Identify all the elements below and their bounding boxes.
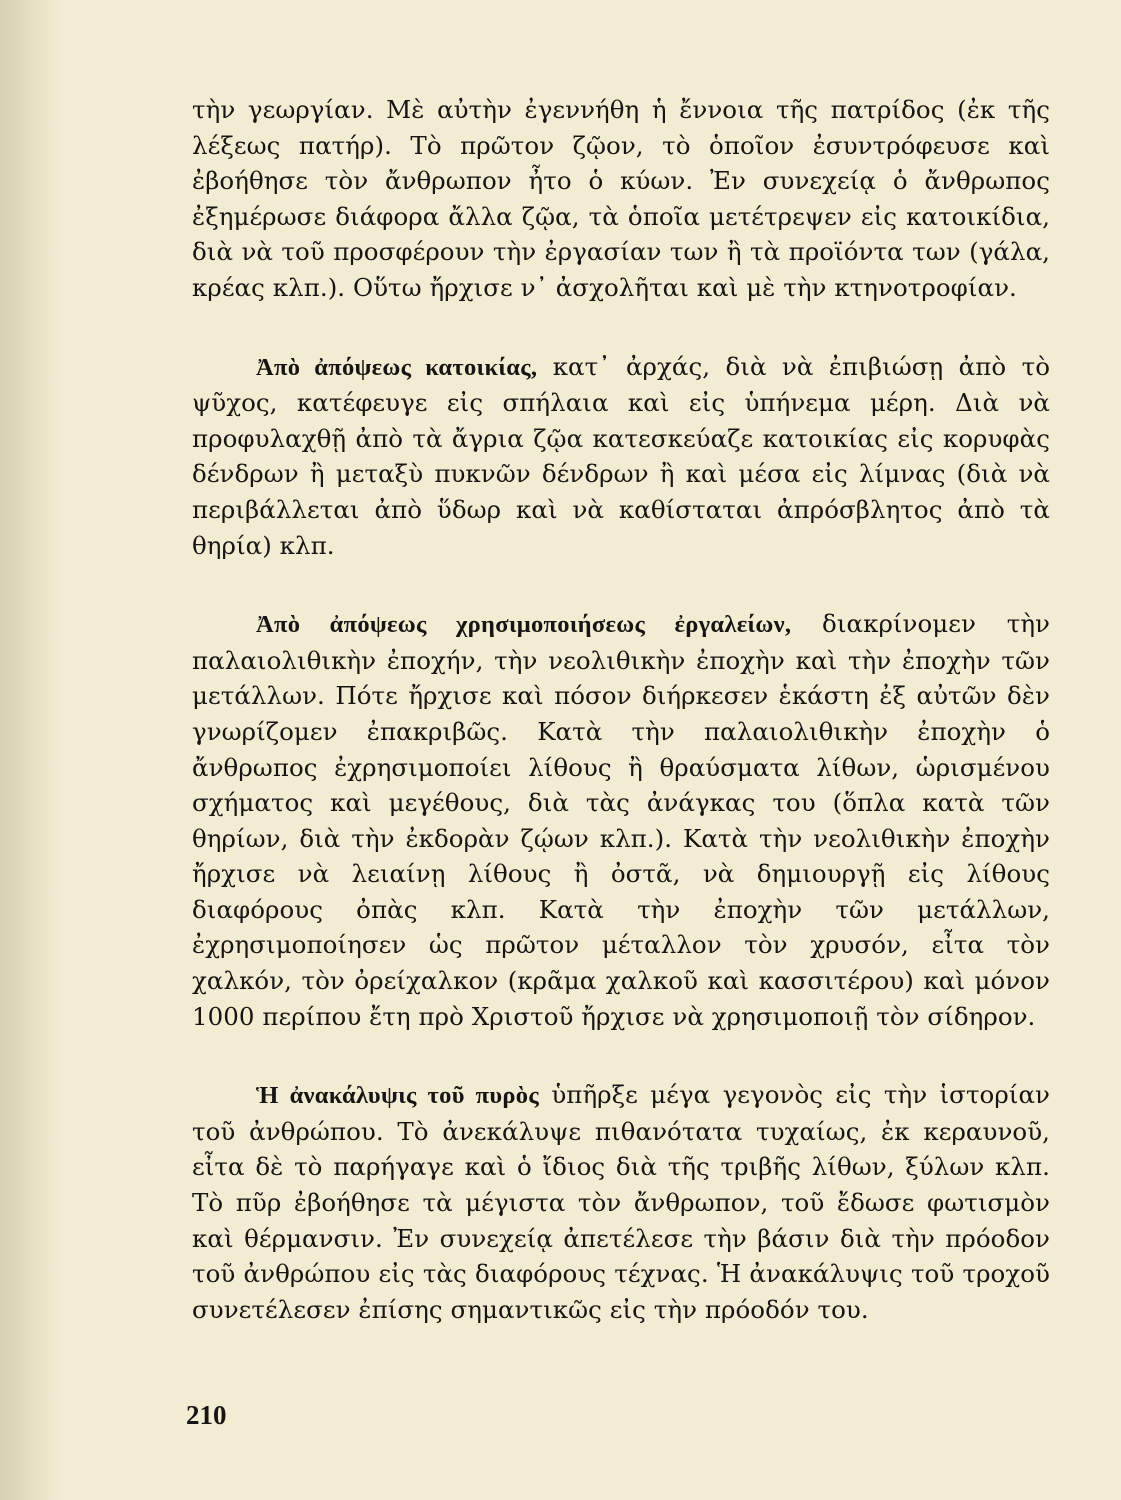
page-body [192, 92, 1050, 1327]
paragraph-2-text: κατ᾽ ἀρχάς, διὰ νὰ ἐπιβιώσῃ ἀπὸ τὸ ψῦχος, κατέφευγε εἰς σπήλαια καὶ εἰς ὑπήνεμα μέρη. Διὰ νὰ προφυλαχθῇ ἀπὸ τὰ ἄγρια ζῷα κατεσκεύαζε κατοικίας εἰς κορυφὰς δένδρων ἢ μεταξὺ πυκνῶν δένδρων ἢ καὶ μέσα εἰς λίμνας (διὰ νὰ περιβάλλεται ἀπὸ ὕδωρ καὶ νὰ καθίσταται ἀπρόσβλητος ἀπὸ τὰ θηρία) κλπ. [192, 351, 1051, 560]
paragraph-1-text: τὴν γεωργίαν. Μὲ αὐτὴν ἐγεννήθη ἡ ἔννοια τῆς πατρίδος (ἐκ τῆς λέξεως πατήρ). Τὸ πρῶτον ζῷον, τὸ ὁποῖον ἐσυντρόφευσε καὶ ἐβοήθησε τὸν ἄνθρωπον ἦτο ὁ κύων. Ἐν συνεχείᾳ ὁ ἄνθρωπος ἐξημέρωσε διάφορα ἄλλα ζῷα, τὰ ὁποῖα μετέτρεψεν εἰς κατοικίδια, διὰ νὰ τοῦ προσφέρουν τὴν ἐργασίαν των ἢ τὰ προϊόντα των (γάλα, κρέας κλπ.). Οὕτω ἤρχισε ν᾽ ἀσχολῆται καὶ μὲ τὴν κτηνοτροφίαν. [192, 95, 1050, 302]
paragraph-4-text: ὑπῆρξε μέγα γεγονὸς εἰς τὴν ἱστορίαν τοῦ ἀνθρώπου. Τὸ ἀνεκάλυψε πιθανότατα τυχαίως, ἐκ κεραυνοῦ, εἶτα δὲ τὸ παρήγαγε καὶ ὁ ἴδιος διὰ τῆς τριβῆς λίθων, ξύλων κλπ. Τὸ πῦρ ἐβοήθησε τὰ μέγιστα τὸν ἄνθρωπον, τοῦ ἔδωσε φωτισμὸν καὶ θέρμανσιν. Ἐν συνεχείᾳ ἀπετέλεσε τὴν βάσιν διὰ τὴν πρόοδον τοῦ ἀνθρώπου εἰς τὰς διαφόρους τέχνας. Ἡ ἀνακάλυψις τοῦ τροχοῦ συνετέλεσεν ἐπίσης σημαντικῶς εἰς τὴν πρόοδόν του. [192, 1080, 1050, 1324]
paragraph-3-text: διακρίνομεν τὴν παλαιολιθικὴν ἐποχήν, τὴν νεολιθικὴν ἐποχὴν καὶ τὴν ἐποχὴν τῶν μετάλλων. Πότε ἤρχισε καὶ πόσον διήρκεσεν ἑκάστη ἐξ αὐτῶν δὲν γνωρίζομεν ἐπακριβῶς. Κατὰ τὴν παλαιολιθικὴν ἐποχὴν ὁ ἄνθρωπος ἐχρησιμοποίει λίθους ἢ θραύσματα λίθων, ὡρισμένου σχήματος καὶ μεγέθους, διὰ τὰς ἀνάγκας του (ὅπλα κατὰ τῶν θηρίων, διὰ τὴν ἐκδορὰν ζῴων κλπ.). Κατὰ τὴν νεολιθικὴν ἐποχὴν ἤρχισε νὰ λειαίνῃ λίθους ἢ ὀστᾶ, νὰ δημιουργῇ εἰς λίθους διαφόρους ὀπὰς κλπ. Κατὰ τὴν ἐποχὴν τῶν μετάλλων, ἐχρησιμοποίησεν ὡς πρῶτον μέταλλον τὸν χρυσόν, εἶτα τὸν χαλκόν, τὸν ὀρείχαλκον (κρᾶμα χαλκοῦ καὶ κασσιτέρου) καὶ μόνον 1000 περίπου ἔτη πρὸ Χριστοῦ ἤρχισε νὰ χρησιμοποιῇ τὸν σίδηρον. [192, 609, 1050, 1031]
paragraph-1 [192, 92, 1050, 306]
paragraph-4-heading: Ἡ ἀνακάλυψις τοῦ πυρὸς [256, 1082, 539, 1110]
page-gutter-shadow [0, 0, 60, 1500]
paragraph-4 [192, 1077, 1050, 1327]
paragraph-3 [192, 606, 1050, 1034]
paragraph-2-heading: Ἀπὸ ἀπόψεως κατοικίας, [256, 353, 538, 381]
paragraph-2 [192, 349, 1050, 564]
page-number: 210 [186, 1400, 227, 1430]
paragraph-3-heading: Ἀπὸ ἀπόψεως χρησιμοποιήσεως ἐργαλείων, [256, 611, 792, 639]
